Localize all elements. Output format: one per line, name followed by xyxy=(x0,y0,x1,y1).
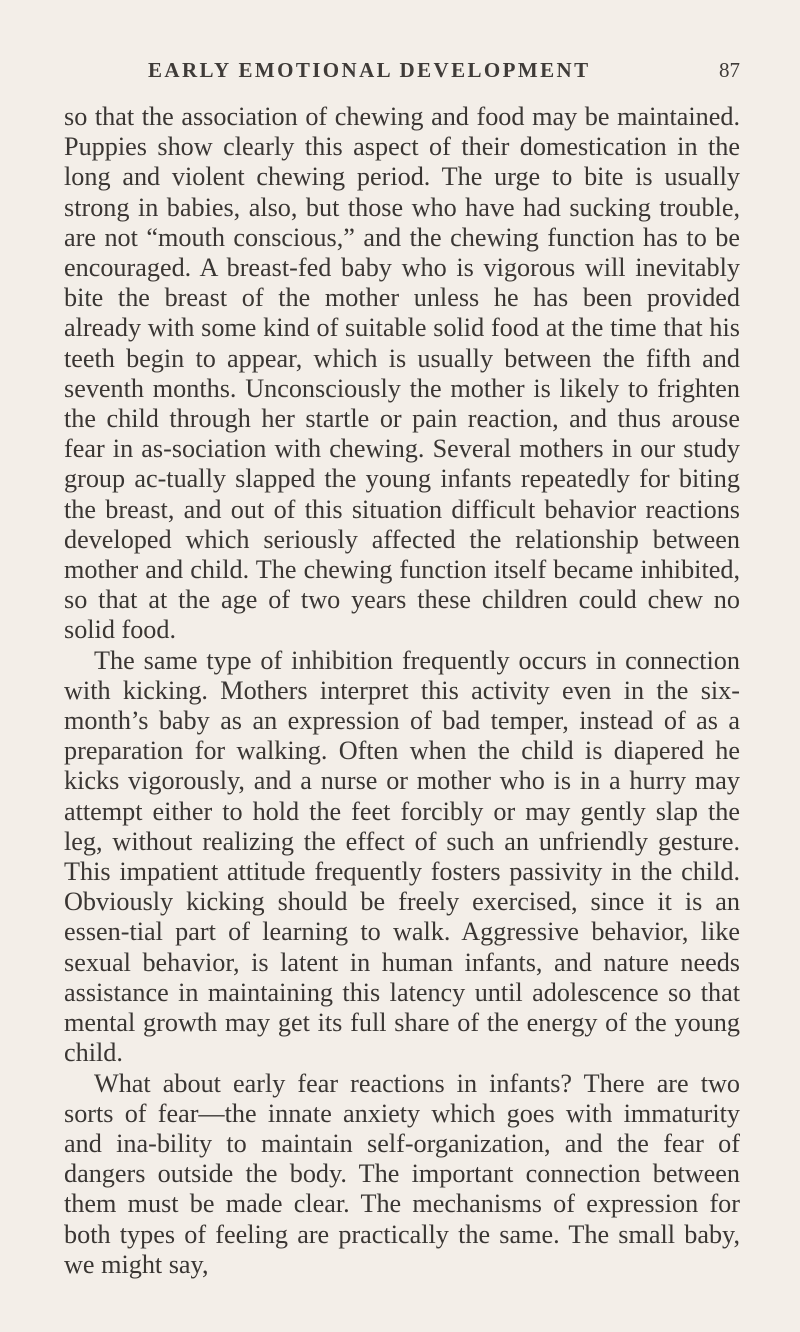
paragraph-fear: What about early fear reactions in infants? There are two sorts of fear—the innate anxiety which goes with immaturity and ina-bility to maintain self-organization, and the fear of dangers outside the body. The important connection between them must be made clear. The mechanisms of expression for both types of feeling are practically the same. The small baby, we might say, xyxy=(64,1068,740,1279)
running-head xyxy=(64,58,740,98)
paragraph-chewing: so that the association of chewing and food may be maintained. Puppies show clearly this aspect of their domestication in the long and violent chewing period. The urge to bite is usually strong in babies, also, but those who have had sucking trouble, are not “mouth conscious,” and the chewing function has to be encouraged. A breast-fed baby who is vigorous will inevitably bite the breast of the mother unless he has been provided already with some kind of suitable solid food at the time that his teeth begin to appear, which is usually between the fifth and seventh months. Unconsciously the mother is likely to frighten the child through her startle or pain reaction, and thus arouse fear in as-sociation with chewing. Several mothers in our study group ac-tually slapped the young infants repeatedly for biting the breast, and out of this situation difficult behavior reactions developed which seriously affected the relationship between mother and child. The chewing function itself became inhibited, so that at the age of two years these children could chew no solid food. xyxy=(64,102,740,645)
book-page xyxy=(64,58,740,1280)
body-text xyxy=(64,102,740,1280)
page-number: 87 xyxy=(719,58,740,82)
paragraph-kicking: The same type of inhibition frequently occurs in connection with kicking. Mothers interpret this activity even in the six-month’s baby as an expression of bad temper, instead of as a preparation for walking. Often when the child is diapered he kicks vigorously, and a nurse or mother who is in a hurry may attempt either to hold the feet forcibly or may gently slap the leg, without realizing the effect of such an unfriendly gesture. This impatient attitude frequently fosters passivity in the child. Obviously kicking should be freely exercised, since it is an essen-tial part of learning to walk. Aggressive behavior, like sexual behavior, is latent in human infants, and nature needs assistance in maintaining this latency until adolescence so that mental growth may get its full share of the energy of the young child. xyxy=(64,645,740,1068)
running-head-title: EARLY EMOTIONAL DEVELOPMENT xyxy=(148,58,591,82)
